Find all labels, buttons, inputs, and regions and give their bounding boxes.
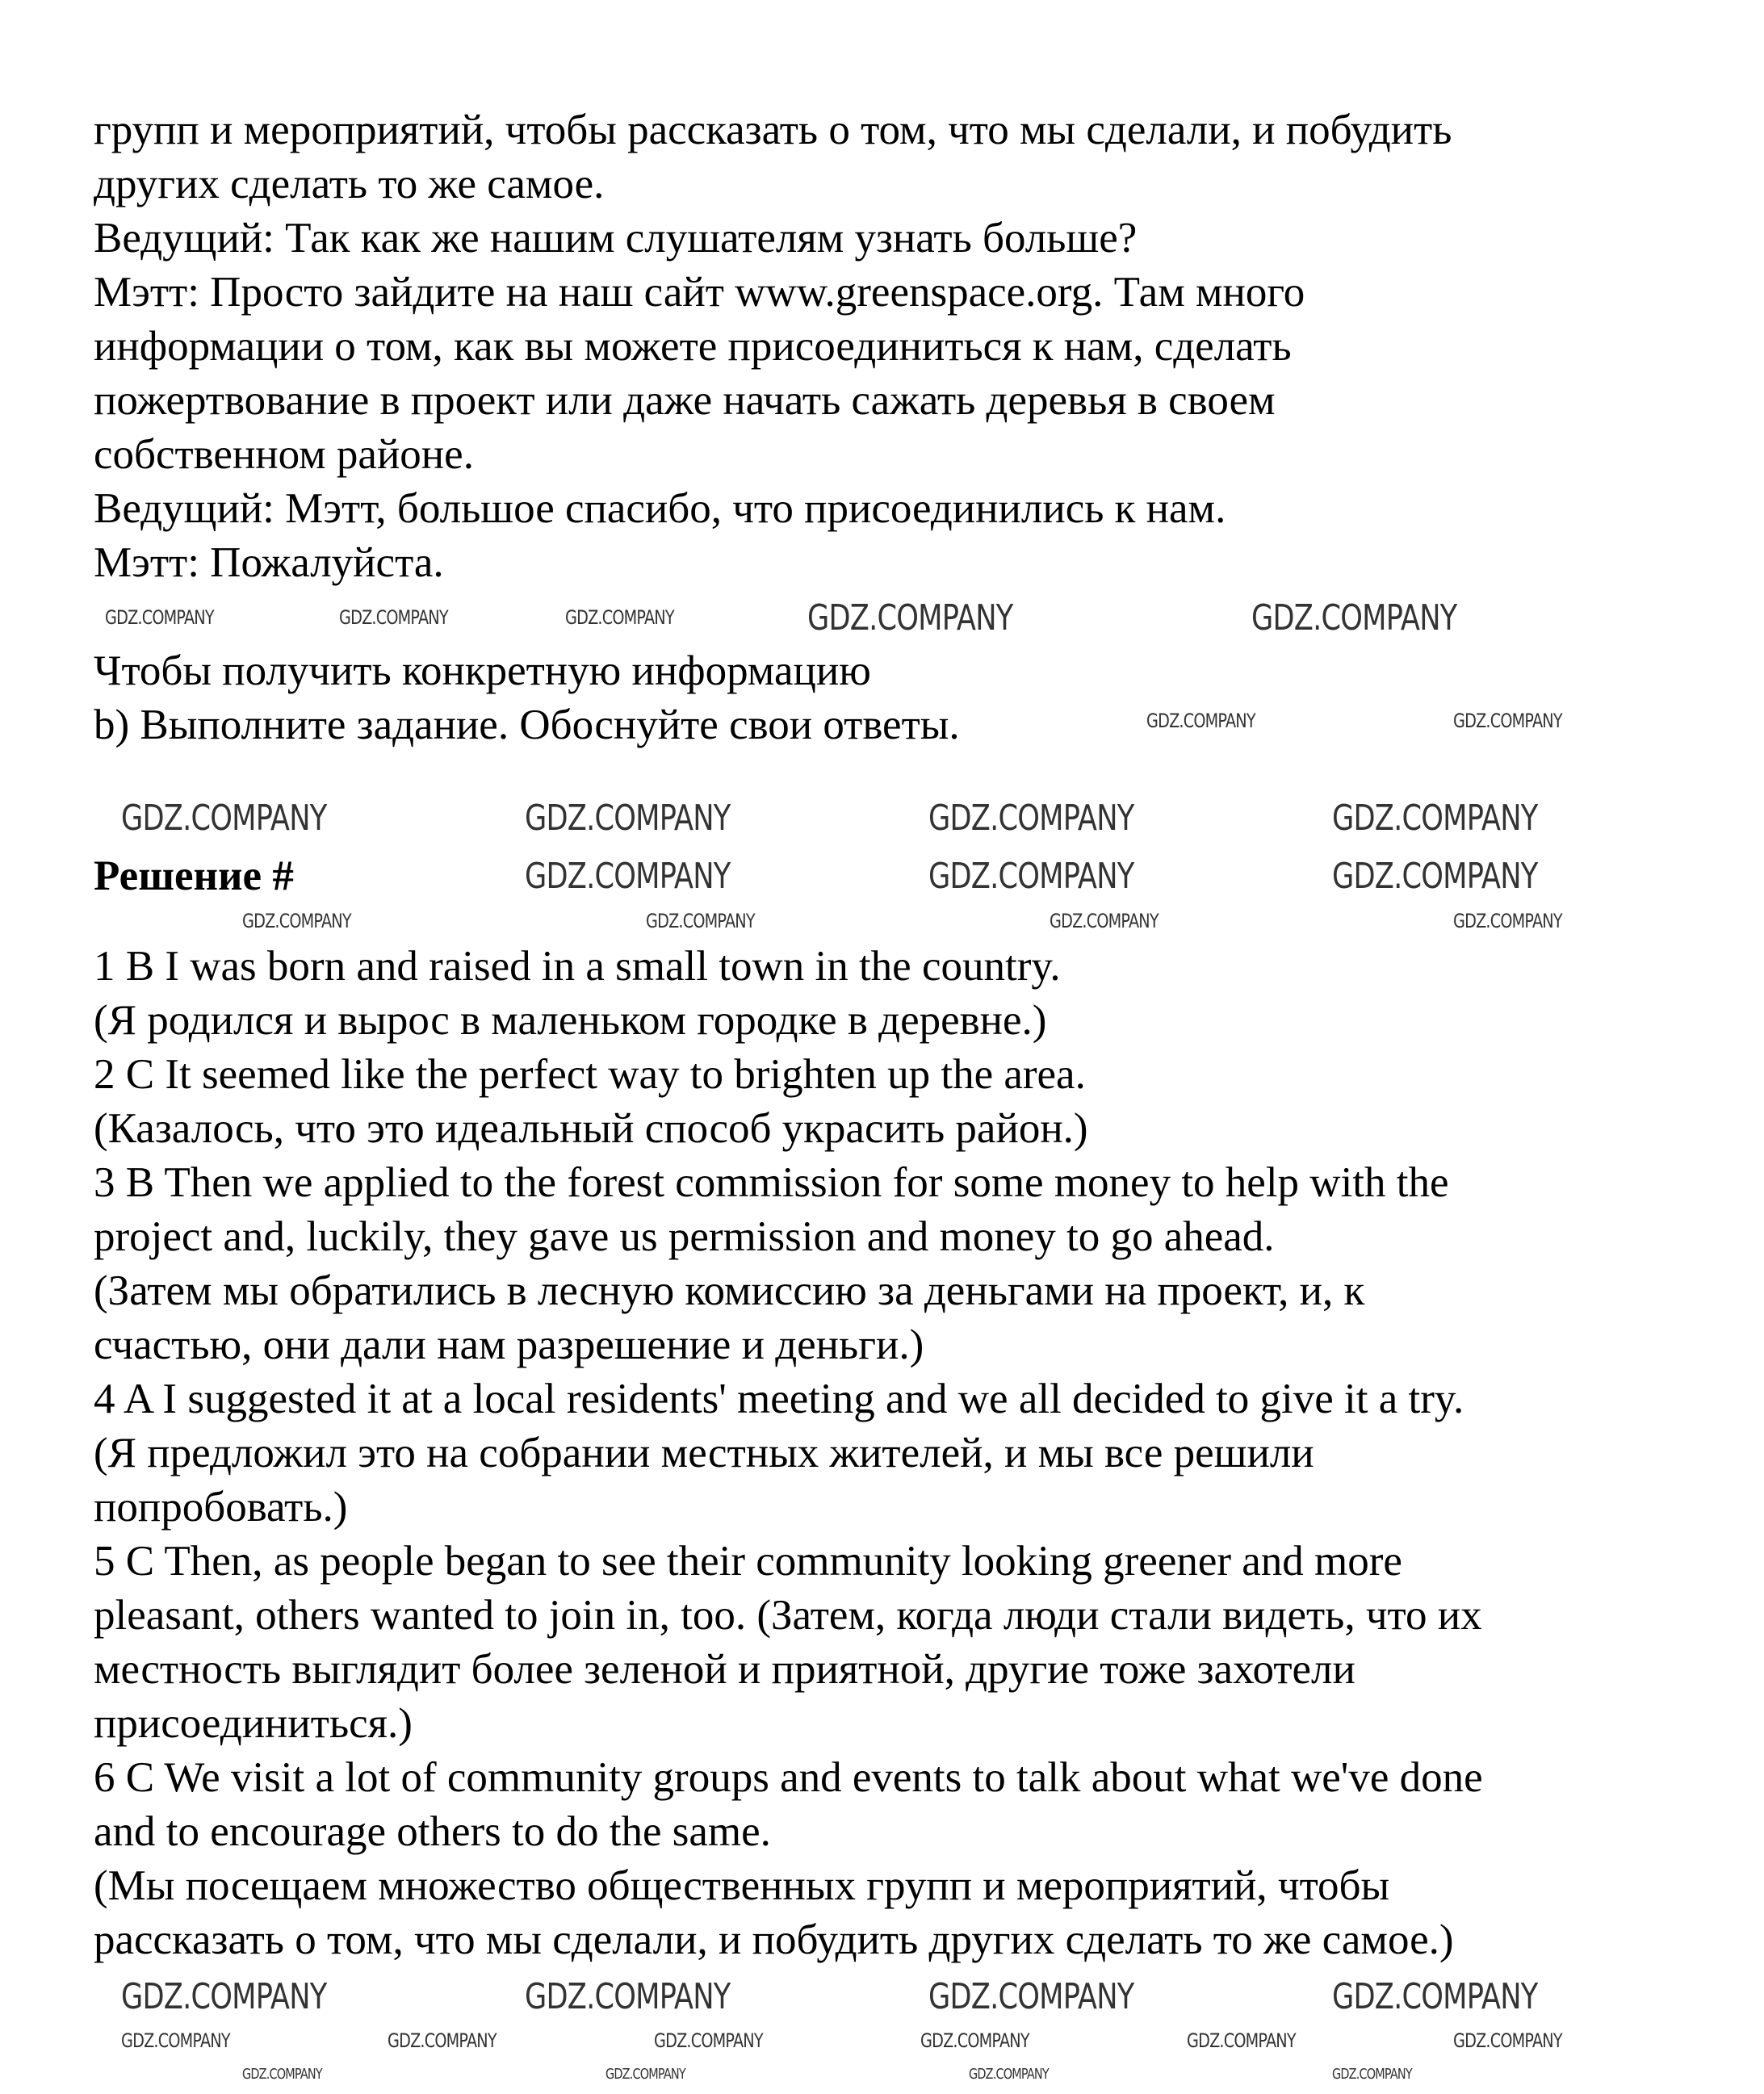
solution-heading: Решение # (94, 852, 294, 899)
watermark: GDZ.COMPANY (121, 1976, 327, 2017)
watermark: GDZ.COMPANY (1050, 910, 1159, 932)
watermark: GDZ.COMPANY (105, 606, 214, 629)
answer-line: and to encourage others to do the same. (94, 1808, 771, 1855)
solution-section (94, 940, 1716, 1967)
watermark: GDZ.COMPANY (920, 2029, 1029, 2052)
answer-line: project and, luckily, they gave us permission and money to go ahead. (94, 1213, 1275, 1260)
watermark: GDZ.COMPANY (121, 2029, 230, 2052)
document-body (94, 103, 1716, 1967)
answer-line: 6 C We visit a lot of community groups and events to talk about what we've done (94, 1754, 1483, 1801)
text-line: собственном районе. (94, 431, 474, 478)
watermark: GDZ.COMPANY (1453, 2029, 1562, 2052)
text-line: Ведущий: Мэтт, большое спасибо, что присоединились к нам. (94, 485, 1226, 532)
intro-section (94, 103, 1716, 590)
answer-line: 4 A I suggested it at a local residents' meeting and we all decided to give it a try. (94, 1376, 1464, 1422)
answer-line: (Затем мы обратились в лесную комиссию за деньгами на проект, и, к (94, 1267, 1365, 1314)
watermark: GDZ.COMPANY (646, 910, 755, 932)
watermark: GDZ.COMPANY (1332, 1976, 1538, 2017)
watermark: GDZ.COMPANY (525, 856, 731, 897)
watermark: GDZ.COMPANY (121, 798, 327, 839)
watermark: GDZ.COMPANY (565, 606, 674, 629)
answer-line: присоединиться.) (94, 1700, 413, 1747)
text-line: Мэтт: Просто зайдите на наш сайт www.greenspace.org. Там много (94, 269, 1305, 316)
watermark: GDZ.COMPANY (1332, 798, 1538, 839)
answer-line: 5 C Then, as people began to see their community looking greener and more (94, 1538, 1402, 1585)
watermark: GDZ.COMPANY (928, 856, 1134, 897)
watermark: GDZ.COMPANY (1332, 856, 1538, 897)
text-line: Мэтт: Пожалуйста. (94, 539, 444, 586)
answer-line: местность выглядит более зеленой и приятной, другие тоже захотели (94, 1646, 1355, 1693)
watermark: GDZ.COMPANY (928, 1976, 1134, 2017)
watermark: GDZ.COMPANY (242, 910, 351, 932)
text-line: пожертвование в проект или даже начать сажать деревья в своем (94, 377, 1276, 424)
watermark: GDZ.COMPANY (1453, 710, 1562, 732)
answer-line: (Казалось, что это идеальный способ украсить район.) (94, 1105, 1088, 1152)
answer-line: (Мы посещаем множество общественных групп и мероприятий, чтобы (94, 1862, 1390, 1909)
watermark: GDZ.COMPANY (807, 597, 1013, 639)
watermark: GDZ.COMPANY (242, 2066, 322, 2083)
answer-line: 3 B Then we applied to the forest commission for some money to help with the (94, 1159, 1449, 1206)
answer-line: (Я родился и вырос в маленьком городке в деревне.) (94, 997, 1047, 1044)
text-line: других сделать то же самое. (94, 161, 605, 207)
watermark: GDZ.COMPANY (1332, 2066, 1412, 2083)
watermark: GDZ.COMPANY (1187, 2029, 1296, 2052)
answer-line: счастью, они дали нам разрешение и деньги.) (94, 1321, 924, 1368)
watermark: GDZ.COMPANY (969, 2066, 1049, 2083)
task-instruction: b) Выполните задание. Обоснуйте свои ответы. (94, 701, 960, 748)
answer-line: 1 B I was born and raised in a small town in the country. (94, 943, 1061, 990)
text-line: информации о том, как вы можете присоединиться к нам, сделать (94, 323, 1292, 370)
watermark: GDZ.COMPANY (525, 798, 731, 839)
text-line: групп и мероприятий, чтобы рассказать о том, что мы сделали, и побудить (94, 107, 1452, 153)
watermark: GDZ.COMPANY (1146, 710, 1255, 732)
task-title: Чтобы получить конкретную информацию (94, 647, 871, 694)
watermark: GDZ.COMPANY (928, 798, 1134, 839)
answer-line: (Я предложил это на собрании местных жителей, и мы все решили (94, 1430, 1314, 1476)
answer-line: попробовать.) (94, 1484, 348, 1531)
watermark: GDZ.COMPANY (525, 1976, 731, 2017)
watermark: GDZ.COMPANY (1251, 597, 1457, 639)
watermark: GDZ.COMPANY (339, 606, 448, 629)
answer-line: рассказать о том, что мы сделали, и побудить других сделать то же самое.) (94, 1916, 1454, 1963)
answer-line: pleasant, others wanted to join in, too. (Затем, когда люди стали видеть, что их (94, 1592, 1482, 1639)
watermark: GDZ.COMPANY (388, 2029, 497, 2052)
answer-line: 2 C It seemed like the perfect way to brighten up the area. (94, 1051, 1086, 1098)
text-line: Ведущий: Так как же нашим слушателям узнать больше? (94, 215, 1138, 262)
watermark: GDZ.COMPANY (654, 2029, 763, 2052)
watermark: GDZ.COMPANY (605, 2066, 685, 2083)
watermark: GDZ.COMPANY (1453, 910, 1562, 932)
